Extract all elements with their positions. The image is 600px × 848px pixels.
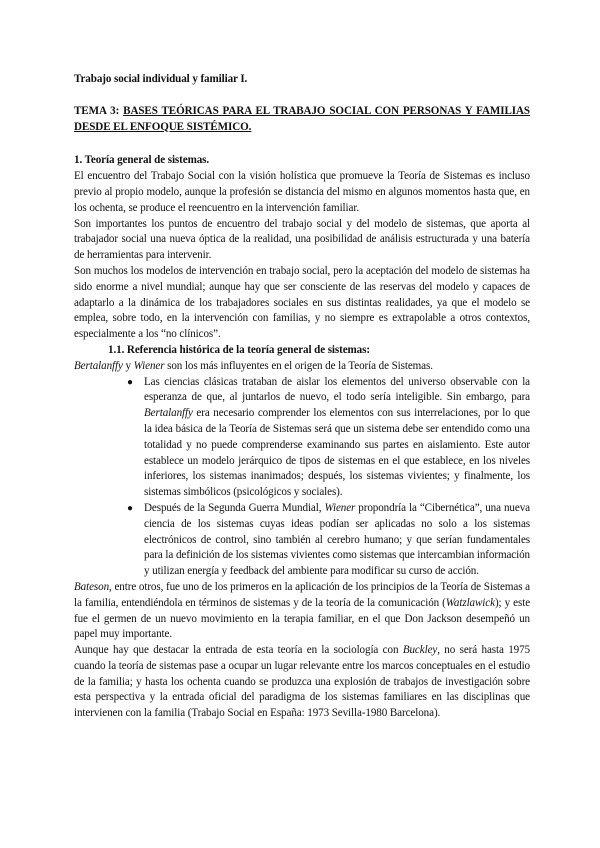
document-page <box>74 72 530 722</box>
text-span: son los más influyentes en el origen de la Teoría de Sistemas. <box>164 359 433 372</box>
text-span: , no será hasta 1975 cuando la teoría de sistemas pase a ocupar un lugar relevante entre los marcos conceptuales en el estudio de la familia; y hasta los ochenta cuando se produzca una explosión de trabajos de investigación sobre esta perspectiva y la entrada oficial del paradigma de los sistemas familiares en las disciplinas que intervienen con la familia (Trabajo Social en España: 1973 Sevilla-1980 Barcelona). <box>74 644 530 720</box>
list-item <box>74 501 530 580</box>
author-name: Bertalanffy <box>144 407 193 420</box>
subsection-heading: 1.1. Referencia histórica de la teoría general de sistemas: <box>108 343 370 356</box>
paragraph: El encuentro del Trabajo Social con la visión holística que promueve la Teoría de Sistemas es incluso previo al propio modelo, aunque la profesión se distancia del mismo en algunos momentos hasta que, en los ochenta, se produce el reencuentro en la intervención familiar. <box>74 170 530 214</box>
paragraph: Son muchos los modelos de intervención en trabajo social, pero la aceptación del modelo de sistemas ha sido enorme a nivel mundial; aunque hay que ser consciente de las reservas del modelo y capaces de adaptarlo a la dinámica de los trabajadores sociales en sus distintas realidades, ya que el modelo se emplea, sobre todo, en la intervención con familias, y no siempre es extrapolable a otros contextos, especialmente a los “no clínicos”. <box>74 264 530 341</box>
author-name: Watzlawick <box>445 596 495 609</box>
tema-heading <box>74 104 530 136</box>
text-span: ); y este fue el germen de un nuevo movimiento en la terapia familiar, en el que Don Jackson desempeñó un papel muy importante. <box>74 596 531 641</box>
paragraph: Son importantes los puntos de encuentro del trabajo social y del modelo de sistemas, que aporta al trabajador social una nueva óptica de la realidad, una posibilidad de análisis estructurada y una batería de herramientas para intervenir. <box>74 217 530 262</box>
course-title: Trabajo social individual y familiar I. <box>74 73 248 85</box>
author-name: Wiener <box>133 359 165 372</box>
tema-title: BASES TEÓRICAS PARA EL TRABAJO SOCIAL CON PERSONAS Y FAMILIAS DESDE EL ENFOQUE SISTÉMICO. <box>74 104 530 133</box>
tema-label: TEMA 3: <box>74 104 124 117</box>
text-span: era necesario comprender los elementos con sus interrelaciones, por lo que la idea básica de la Teoría de Sistemas será que un sistema debe ser entendido como una totalidad y no puede comprenderse examinando sus partes en aislamiento. Este autor establece un modelo jerárquico de tipos de sistemas en el que establece, en los niveles inferiores, los sistemas inanimados; después, los sistemas vivientes; y finalmente, los sistemas simbólicos (psicológicos y sociales). <box>144 407 530 499</box>
bullet-icon: ● <box>127 502 133 514</box>
author-name: Bertalanffy <box>74 359 123 372</box>
section-heading: 1. Teoría general de sistemas. <box>74 154 210 167</box>
text-span: propondría la “Cibernética”, una nueva ciencia de los sistemas cuyas ideas podían ser aplicadas no solo a los sistemas electrónicos de control, sino también al cerebro humano; y que serían fundamentales para la definición de los sistemas vivientes como sistemas que intercambian información y utilizan energía y feedback del ambiente para modificar su curso de acción. <box>144 501 530 578</box>
text-span: y <box>122 359 134 372</box>
bullet-list <box>74 375 530 580</box>
author-name: Wiener <box>324 501 356 514</box>
text-span: Aunque hay que destacar la entrada de esta teoría en la sociología con <box>74 644 403 657</box>
author-name: Bateson <box>74 580 110 593</box>
paragraph <box>74 359 530 375</box>
paragraph <box>74 580 530 643</box>
author-name: Buckley <box>402 644 438 657</box>
text-span: Las ciencias clásicas trataban de aislar los elementos del universo observable con la esperanza de que, al juntarlos de nuevo, el todo sería inteligible. Sin embargo, para <box>144 375 530 404</box>
text-span: Después de la Segunda Guerra Mundial, <box>144 501 325 514</box>
paragraph <box>74 643 530 722</box>
text-span: , entre otros, fue uno de los primeros en la aplicación de los principios de la Teoría de Sistemas a la familia, entendiéndola en términos de sistemas y de la teoría de la comunicación ( <box>74 580 530 609</box>
bullet-icon: ● <box>127 376 133 388</box>
list-item <box>74 375 530 501</box>
